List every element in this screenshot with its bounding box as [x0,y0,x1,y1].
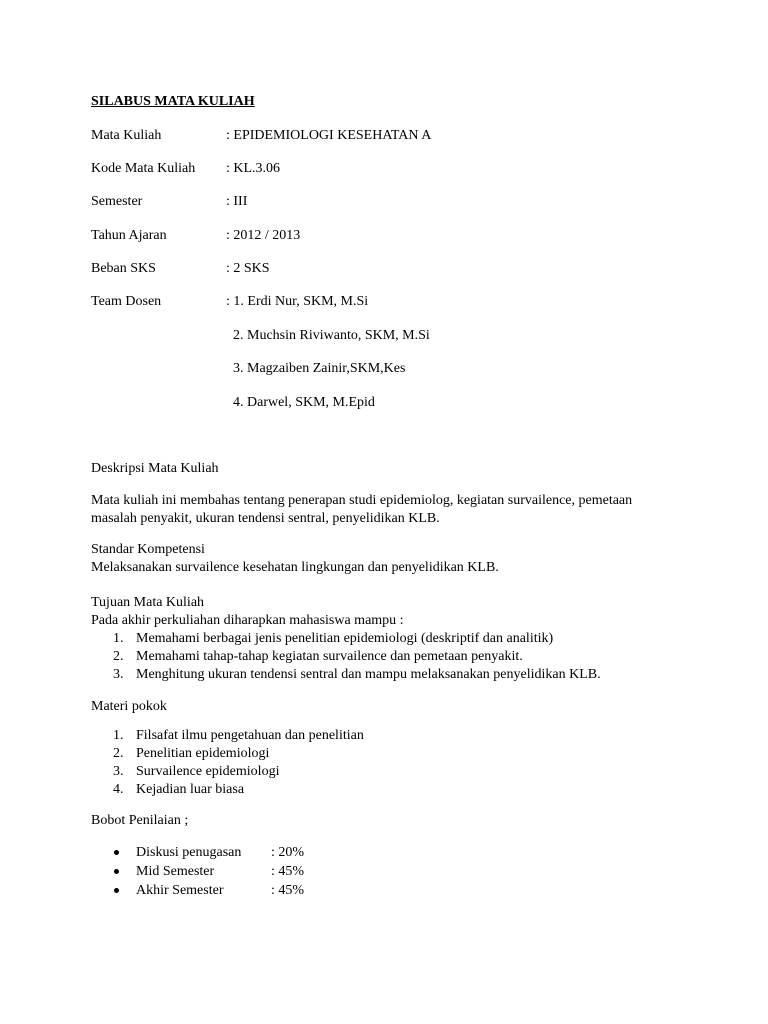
materi-item-number: 4. [113,782,124,797]
materi-item-text: Penelitian epidemiologi [136,746,270,761]
info-value-semester: : III [226,194,248,209]
info-value-beban-sks: : 2 SKS [226,261,270,276]
materi-item-number: 1. [113,728,124,743]
bullet-icon [114,869,119,874]
bullet-icon [114,850,119,855]
bobot-heading: Bobot Penilaian ; [91,813,189,828]
tujuan-item-number: 3. [113,667,124,682]
document-title: SILABUS MATA KULIAH [91,94,255,109]
tujuan-intro: Pada akhir perkuliahan diharapkan mahasiswa mampu : [91,613,404,628]
tujuan-item-number: 1. [113,631,124,646]
info-value-tahun-ajaran: : 2012 / 2013 [226,228,301,243]
dosen-item: 3. Magzaiben Zainir,SKM,Kes [233,361,406,376]
tujuan-item-text: Memahami berbagai jenis penelitian epidemiologi (deskriptif dan analitik) [136,631,554,646]
info-value-mata-kuliah: : EPIDEMIOLOGI KESEHATAN A [226,128,432,143]
bullet-icon [114,888,119,893]
info-label-mata-kuliah: Mata Kuliah [91,128,162,143]
bobot-item-value: : 20% [271,845,305,860]
materi-item-number: 3. [113,764,124,779]
info-label-beban-sks: Beban SKS [91,261,156,276]
deskripsi-line: masalah penyakit, ukuran tendensi sentral, penyelidikan KLB. [91,511,440,526]
bobot-item-label: Diskusi penugasan [136,845,242,860]
materi-item-text: Kejadian luar biasa [136,782,245,797]
info-label-semester: Semester [91,194,143,209]
materi-item-text: Survailence epidemiologi [136,764,280,779]
info-value-kode: : KL.3.06 [226,161,281,176]
bobot-item-label: Mid Semester [136,864,215,879]
info-label-team-dosen: Team Dosen [91,294,162,309]
dosen-item: 2. Muchsin Riviwanto, SKM, M.Si [233,328,430,343]
tujuan-item-text: Menghitung ukuran tendensi sentral dan mampu melaksanakan penyelidikan KLB. [136,667,601,682]
tujuan-item-text: Memahami tahap-tahap kegiatan survailence dan pemetaan penyakit. [136,649,523,664]
tujuan-item-number: 2. [113,649,124,664]
dosen-item: 4. Darwel, SKM, M.Epid [233,395,375,410]
info-label-tahun-ajaran: Tahun Ajaran [91,228,167,243]
deskripsi-heading: Deskripsi Mata Kuliah [91,461,219,476]
materi-heading: Materi pokok [91,699,167,714]
deskripsi-line: Mata kuliah ini membahas tentang penerapan studi epidemiolog, kegiatan survailence, pemetaan [91,493,633,508]
materi-item-text: Filsafat ilmu pengetahuan dan penelitian [136,728,364,743]
info-value-team-dosen: : 1. Erdi Nur, SKM, M.Si [226,294,369,309]
materi-item-number: 2. [113,746,124,761]
info-label-kode: Kode Mata Kuliah [91,161,196,176]
bobot-item-value: : 45% [271,883,305,898]
standar-heading: Standar Kompetensi [91,542,205,557]
tujuan-heading: Tujuan Mata Kuliah [91,595,205,610]
standar-text: Melaksanakan survailence kesehatan lingkungan dan penyelidikan KLB. [91,560,499,575]
bobot-item-label: Akhir Semester [136,883,224,898]
bobot-item-value: : 45% [271,864,305,879]
